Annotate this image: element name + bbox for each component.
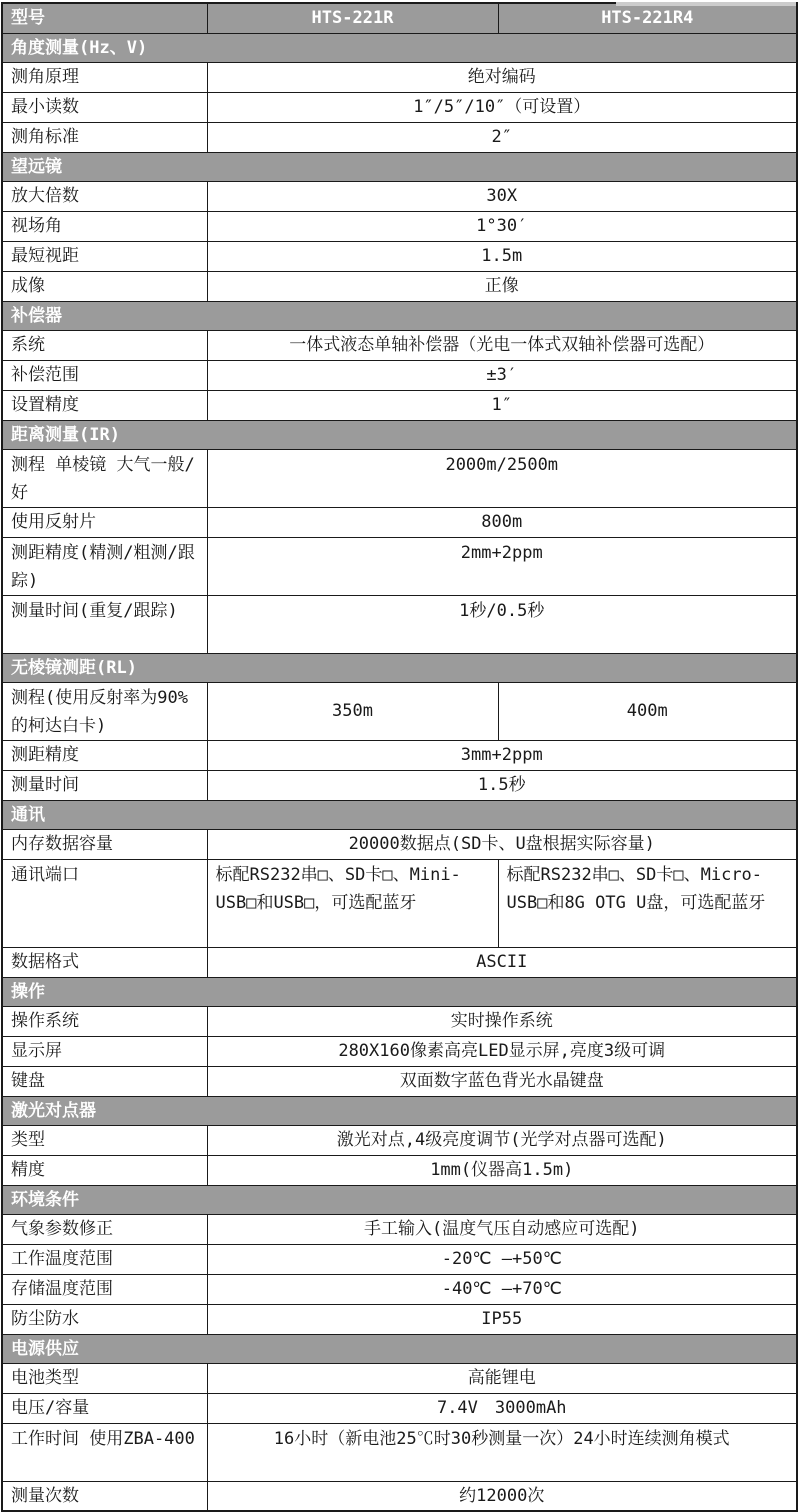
spec-value: 800m [207,507,797,537]
section-header-telescope [2,152,797,181]
spec-label: 类型 [2,1125,207,1155]
spec-row [2,682,797,740]
spec-value: 30X [207,181,797,211]
spec-label: 工作时间 使用ZBA-400 [2,1423,207,1481]
section-title: 角度测量(Hz、V) [2,33,797,62]
spec-value-model-a: 标配RS232串□、SD卡□、Mini-USB□和USB□，可选配蓝牙 [207,859,498,947]
spec-label: 键盘 [2,1066,207,1096]
section-header-angle [2,33,797,62]
spec-label: 内存数据容量 [2,829,207,859]
spec-row [2,770,797,800]
model-header-row [2,3,797,33]
spec-value: 1.5秒 [207,770,797,800]
spec-value-model-b: 400m [498,682,797,740]
spec-row [2,181,797,211]
section-header-distance-ir [2,420,797,449]
section-header-reflectorless [2,653,797,682]
section-title: 望远镜 [2,152,797,181]
spec-label: 视场角 [2,211,207,241]
spec-row [2,360,797,390]
spec-row [2,507,797,537]
spec-value: 1″/5″/10″（可设置） [207,92,797,122]
spec-row [2,947,797,977]
spec-row [2,1036,797,1066]
spec-label: 工作温度范围 [2,1244,207,1274]
section-title: 补偿器 [2,301,797,330]
section-title: 距离测量(IR) [2,420,797,449]
spec-label: 操作系统 [2,1006,207,1036]
spec-row [2,1274,797,1304]
spec-value: ASCII [207,947,797,977]
section-header-power [2,1334,797,1363]
spec-value: 实时操作系统 [207,1006,797,1036]
spec-row [2,62,797,92]
model-name-b: HTS-221R4 [498,3,797,33]
spec-table [1,2,798,1512]
spec-row [2,859,797,947]
spec-row [2,1363,797,1393]
section-title: 无棱镜测距(RL) [2,653,797,682]
spec-value: 3mm+2ppm [207,740,797,770]
spec-row [2,740,797,770]
spec-value: 20000数据点(SD卡、U盘根据实际容量) [207,829,797,859]
spec-label: 成像 [2,271,207,301]
spec-label: 放大倍数 [2,181,207,211]
spec-value: 双面数字蓝色背光水晶键盘 [207,1066,797,1096]
spec-row [2,1006,797,1036]
spec-label: 测角原理 [2,62,207,92]
spec-row [2,1481,797,1511]
spec-label: 测程(使用反射率为90%的柯达白卡) [2,682,207,740]
spec-value: 高能锂电 [207,1363,797,1393]
spec-row [2,1066,797,1096]
spec-label: 测距精度(精测/粗测/跟踪) [2,537,207,595]
spec-row [2,1244,797,1274]
spec-label: 气象参数修正 [2,1214,207,1244]
spec-value: 2″ [207,122,797,152]
spec-label: 数据格式 [2,947,207,977]
spec-value: 16小时（新电池25℃时30秒测量一次）24小时连续测角模式 [207,1423,797,1481]
spec-label: 测量次数 [2,1481,207,1511]
section-header-communication [2,800,797,829]
spec-label: 精度 [2,1155,207,1185]
spec-label: 测距精度 [2,740,207,770]
spec-row [2,537,797,595]
spec-label: 通讯端口 [2,859,207,947]
spec-value-model-a: 350m [207,682,498,740]
spec-value-model-b: 标配RS232串□、SD卡□、Micro-USB□和8G OTG U盘，可选配蓝牙 [498,859,797,947]
spec-row [2,241,797,271]
spec-label: 存储温度范围 [2,1274,207,1304]
spec-row [2,271,797,301]
spec-value: IP55 [207,1304,797,1334]
spec-value: ±3′ [207,360,797,390]
spec-value: 7.4V 3000mAh [207,1393,797,1423]
spec-row [2,1423,797,1481]
spec-value: 激光对点,4级亮度调节(光学对点器可选配) [207,1125,797,1155]
spec-label: 使用反射片 [2,507,207,537]
spec-value: 1mm(仪器高1.5m) [207,1155,797,1185]
spec-value: 2mm+2ppm [207,537,797,595]
spec-row [2,330,797,360]
spec-label: 系统 [2,330,207,360]
section-title: 通讯 [2,800,797,829]
spec-label: 防尘防水 [2,1304,207,1334]
section-header-laser-plummet [2,1096,797,1125]
model-name-a: HTS-221R [207,3,498,33]
spec-value: 一体式液态单轴补偿器（光电一体式双轴补偿器可选配） [207,330,797,360]
section-title: 环境条件 [2,1185,797,1214]
spec-value: 2000m/2500m [207,449,797,507]
spec-row [2,390,797,420]
spec-label: 补偿范围 [2,360,207,390]
spec-value: 280X160像素高亮LED显示屏,亮度3级可调 [207,1036,797,1066]
spec-row [2,92,797,122]
section-header-compensator [2,301,797,330]
spec-value: 正像 [207,271,797,301]
spec-value: 1秒/0.5秒 [207,595,797,653]
spec-label: 测程 单棱镜 大气一般/好 [2,449,207,507]
spec-row [2,829,797,859]
model-label: 型号 [2,3,207,33]
spec-value: 1°30′ [207,211,797,241]
spec-row [2,122,797,152]
spec-value: -40℃ —+70℃ [207,1274,797,1304]
section-title: 电源供应 [2,1334,797,1363]
spec-value: 手工输入(温度气压自动感应可选配) [207,1214,797,1244]
spec-label: 最短视距 [2,241,207,271]
spec-row [2,449,797,507]
spec-row [2,1393,797,1423]
section-header-operation [2,977,797,1006]
spec-value: 约12000次 [207,1481,797,1511]
spec-row [2,1214,797,1244]
section-header-environment [2,1185,797,1214]
spec-label: 测量时间 [2,770,207,800]
section-title: 操作 [2,977,797,1006]
spec-label: 电压/容量 [2,1393,207,1423]
spec-value: 绝对编码 [207,62,797,92]
spec-label: 电池类型 [2,1363,207,1393]
spec-label: 设置精度 [2,390,207,420]
section-title: 激光对点器 [2,1096,797,1125]
spec-value: 1.5m [207,241,797,271]
spec-label: 测量时间(重复/跟踪) [2,595,207,653]
spec-label: 显示屏 [2,1036,207,1066]
spec-value: -20℃ —+50℃ [207,1244,797,1274]
spec-label: 测角标准 [2,122,207,152]
spec-row [2,211,797,241]
spec-row [2,1155,797,1185]
spec-row [2,595,797,653]
spec-value: 1″ [207,390,797,420]
spec-label: 最小读数 [2,92,207,122]
spec-row [2,1304,797,1334]
top-edge-artifact-strip [616,2,796,6]
spec-row [2,1125,797,1155]
